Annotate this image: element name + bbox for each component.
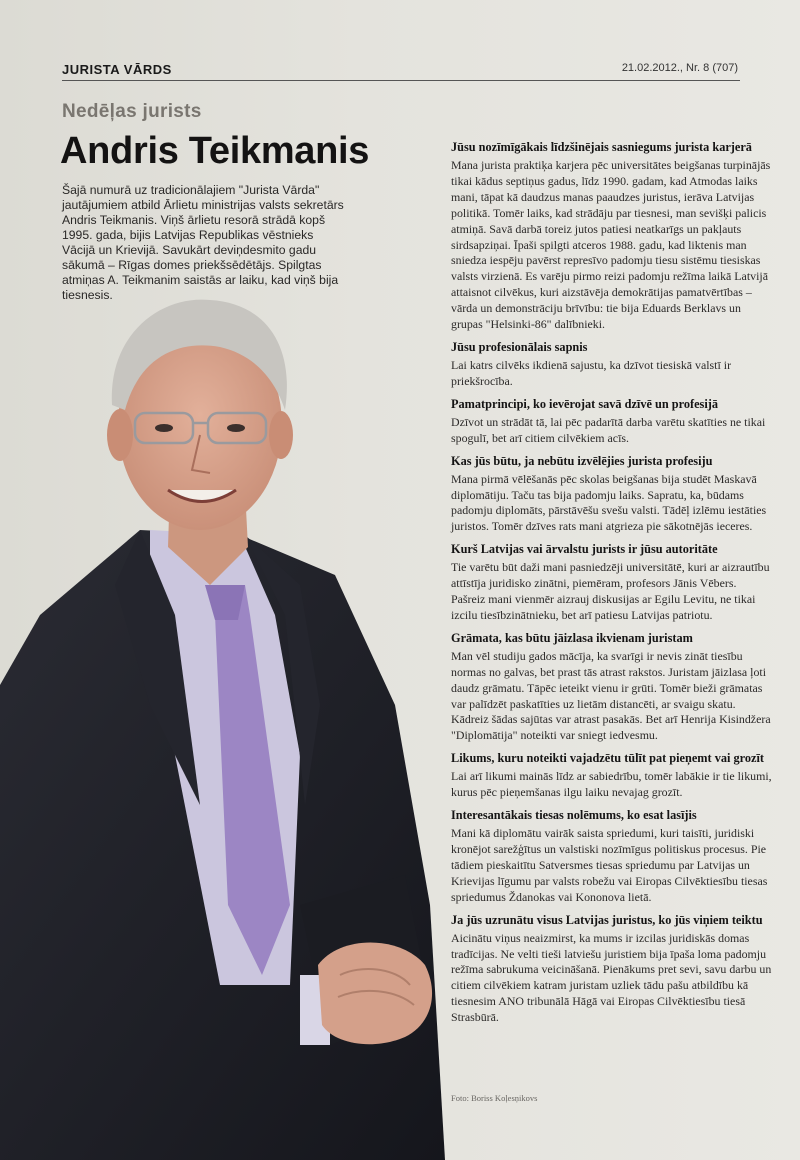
- hands: [318, 943, 432, 1045]
- answer: Aicinātu viņus neaizmirst, ka mums ir izcilas juridiskās domas tradīcijas. Ne velti tieši latviešu juristiem bija īpaša loma padomju režīma sabrukuma veicināšanā. Pienākums pret sevi, savu darbu un citiem cilvēkiem katram juristam uzliek tādu pašu atbildību kā tiesnesim ANO tribunālā Hāgā vai Eiropas Cilvēktiesību tiesā Strasbūrā.: [451, 930, 772, 1025]
- article-title: Andris Teikmanis: [60, 130, 370, 172]
- question: Jūsu nozīmīgākais līdzšinējais sasniegums jurista karjerā: [451, 140, 752, 154]
- question: Pamatprincipi, ko ievērojat savā dzīvē un profesijā: [451, 396, 718, 411]
- qa-item: [451, 913, 773, 1026]
- publication-name: JURISTA VĀRDS: [62, 62, 172, 77]
- qa-item: [451, 340, 773, 390]
- photo-credit: Foto: Boriss Koļesņikovs: [451, 1093, 538, 1103]
- qa-item: [451, 397, 773, 447]
- qa-item: [451, 542, 773, 624]
- question: Jūsu profesionālais sapnis: [451, 339, 588, 354]
- question: Likums, kuru noteikti vajadzētu tūlīt pat pieņemt vai grozīt: [451, 751, 765, 766]
- portrait-photo: [0, 285, 445, 1160]
- answer: Man vēl studiju gados mācīja, ka svarīgi ir nevis zināt tiesību normas no galvas, bet prast tās atrast rakstos. Juristam jāizlasa ļoti daudz grāmatu. Tāpēc ieteikt vienu ir grūti. Tomēr bieži grāmatas var palīdzēt paskatīties uz lietām distancēti, ar svaigu skatu. Kādreiz šādas sajūtas var atrast pasakās. Bet arī Henrija Kisindžera "Diplomātija" noteikti var sniegt iedvesmu.: [451, 648, 771, 743]
- header-rule: [62, 80, 740, 81]
- question: Grāmata, kas būtu jāizlasa ikvienam juristam: [451, 630, 693, 645]
- answer: Mana jurista praktiķa karjera pēc universitātes beigšanas turpinājās tikai kādus septiņus gadus, līdz 1990. gadam, kad Atmodas laiks mani, tāpat kā daudzus manas paaudzes juristus, ierāva Latvijas politikā. Tomēr laiks, kad strādāju par tiesnesi, man sevišķi palicis atmiņā. Savā darbā toreiz jutos patiesi neatkarīgs un pakļauts sirdsapziņai. Īpaši spilgti atceros 1988. gadu, kad liktenis man sniedza iespēju pavērst represīvo padomju tiesu sistēmu tiesiskas valsts virzienā. Es varēju pirmo reizi padomju režīma laikā Latvijā attaisnot cilvēkus, kuri aizstāvēja demokrātijas pamatvērtības – vārda un demonstrāciju brīvību: tie bija Eduards Berklavs un grupas "Helsinki-86" dalībnieki.: [451, 158, 771, 332]
- answer: Dzīvot un strādāt tā, lai pēc padarītā darba varētu skatīties ne tikai spogulī, bet arī citiem cilvēkiem acīs.: [451, 414, 766, 445]
- answer: Lai arī likumi mainās līdz ar sabiedrību, tomēr labākie ir tie likumi, kurus pēc pieņemšanas ilgu laiku nevajag grozīt.: [451, 769, 772, 800]
- answer: Tie varētu būt daži mani pasniedzēji universitātē, kuri ar aizrautību attīstīja juridisko zinātni, piemēram, profesors Jānis Vēbers. Pašreiz mani vienmēr aizrauj diskusijas ar Egilu Levitu, ne tikai izcilu tiesībzinātnieku, bet arī patiesu Latvijas patriotu.: [451, 560, 770, 622]
- question: Kas jūs būtu, ja nebūtu izvēlējies jurista profesiju: [451, 453, 713, 468]
- qa-item: [451, 751, 773, 801]
- answer: Lai katrs cilvēks ikdienā sajustu, ka dzīvot tiesiskā valstī ir priekšrocība.: [451, 357, 732, 388]
- qa-column: [451, 140, 773, 1033]
- issue-info: 21.02.2012., Nr. 8 (707): [621, 62, 738, 74]
- answer: Mana pirmā vēlēšanās pēc skolas beigšanas bija studēt Maskavā diplomātiju. Taču tas bija padomju laiks. Sapratu, ka, būdams padomju diplomāts, pārstāvēšu svešu valsti. Tādēļ izlēmu iestāties juristos. Tomēr dzīves rats mani atgrieza pie sākotnējās ieceres.: [451, 471, 767, 534]
- qa-item: [451, 631, 773, 744]
- question: Kurš Latvijas vai ārvalstu jurists ir jūsu autoritāte: [451, 542, 718, 557]
- article-intro: Šajā numurā uz tradicionālajiem "Jurista Vārda" jautājumiem atbild Ārlietu ministrijas valsts sekretārs Andris Teikmanis. Viņš ārlietu resorā strādā kopš 1995. gada, bijis Latvijas Republikas vēstnieks Vācijā un Krievijā. Savukārt deviņdesmito gadu sākumā – Rīgas domes priekšsēdētājs. Spilgtas atmiņas A. Teikmanim saistās ar laiku, kad viņš bija tiesnesis.: [62, 183, 344, 302]
- question: Ja jūs uzrunātu visus Latvijas juristus, ko jūs viņiem teiktu: [451, 912, 763, 927]
- qa-item: [451, 454, 773, 536]
- qa-item: [451, 140, 773, 333]
- section-kicker: Nedēļas jurists: [62, 101, 202, 122]
- question: Interesantākais tiesas nolēmums, ko esat lasījis: [451, 808, 697, 823]
- answer: Mani kā diplomātu vairāk saista spriedumi, kuri taisīti, juridiski kronējot sarežģītus un valstiski nozīmīgus politiskus procesus. Pie tādiem pieskaitītu Satversmes tiesas spriedumu par Latvijas un Krievijas līgumu par valsts robežu vai Eiropas Cilvēktiesību tiesas spriedumus Ždanokas vai Kononova lietā.: [451, 826, 768, 904]
- qa-item: [451, 808, 773, 906]
